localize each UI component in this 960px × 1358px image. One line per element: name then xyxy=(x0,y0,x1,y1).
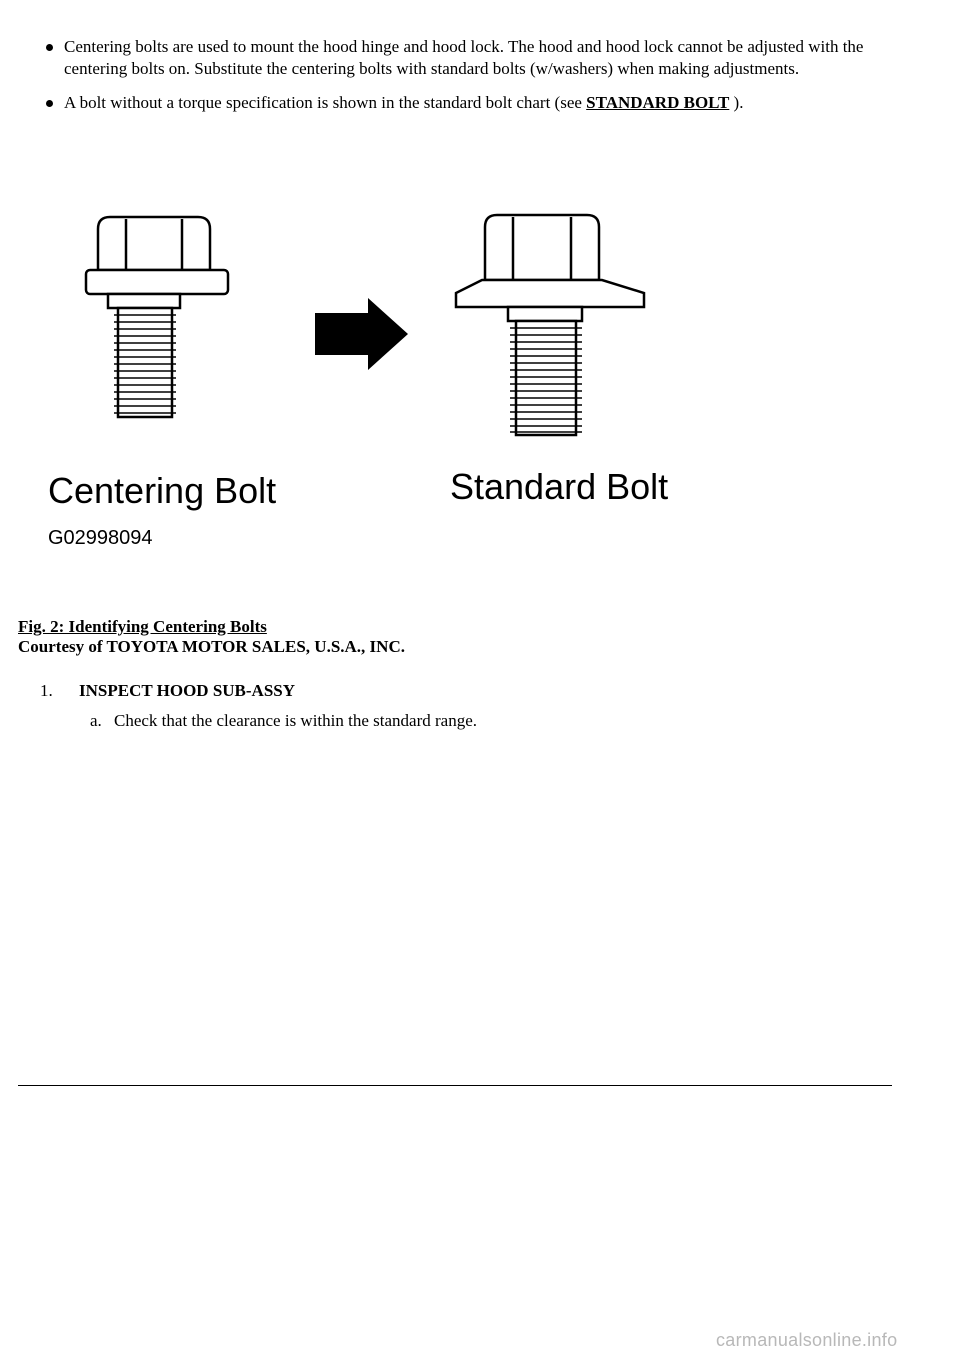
figure-title: Fig. 2: Identifying Centering Bolts xyxy=(18,617,267,636)
centering-bolt-figure xyxy=(40,205,680,550)
standard-bolt-illustration xyxy=(456,215,644,435)
bullet-text-after-link: ). xyxy=(729,93,744,112)
centering-bolt-illustration xyxy=(86,217,228,417)
procedure-substep-a xyxy=(90,711,477,731)
substep-text: Check that the clearance is within the standard range. xyxy=(114,711,477,730)
step-heading: INSPECT HOOD SUB-ASSY xyxy=(79,681,296,700)
bullet-dot-icon xyxy=(46,44,53,51)
note-bullet-list xyxy=(40,36,890,126)
bullet-item-centering-bolts xyxy=(40,36,890,80)
standard-bolt-link[interactable]: STANDARD BOLT xyxy=(586,93,730,112)
bullet-dot-icon xyxy=(46,100,53,107)
right-arrow-icon xyxy=(315,298,408,370)
page-divider xyxy=(18,1085,892,1086)
procedure-step-1 xyxy=(40,681,295,701)
bullet-item-torque-spec xyxy=(40,92,890,114)
substep-letter: a. xyxy=(90,711,102,730)
bullet-text-before-link: A bolt without a torque specification is shown in the standard bolt chart (see xyxy=(64,93,587,112)
centering-bolt-label: Centering Bolt xyxy=(48,470,277,511)
standard-bolt-label: Standard Bolt xyxy=(450,466,669,507)
figure-caption xyxy=(18,617,405,657)
figure-code-label: G02998094 xyxy=(48,527,153,549)
bullet-text: Centering bolts are used to mount the hood hinge and hood lock. The hood and hood lock cannot be adjusted with the centering bolts on. Substitute the centering bolts with standard bolts (w/washers) when making adjustments. xyxy=(64,37,864,78)
watermark-footer: carmanualsonline.info xyxy=(716,1330,898,1350)
step-number: 1. xyxy=(40,681,53,700)
figure-courtesy: Courtesy of TOYOTA MOTOR SALES, U.S.A., INC. xyxy=(18,637,405,656)
